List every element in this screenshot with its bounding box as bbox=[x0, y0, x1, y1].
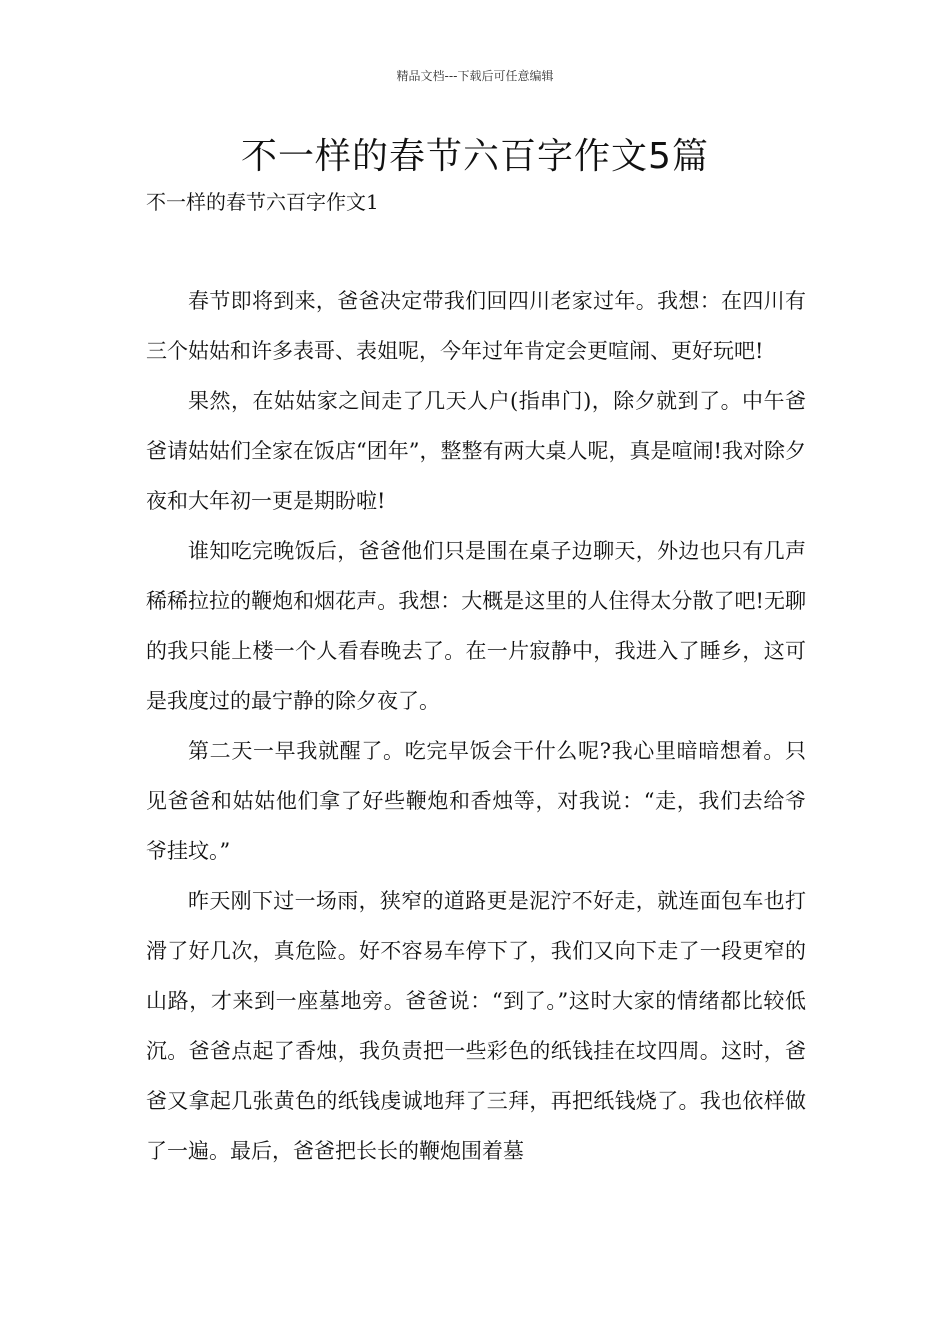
header-note: 精品文档---下载后可任意编辑 bbox=[396, 69, 554, 83]
paragraph-5: 昨天刚下过一场雨，狭窄的道路更是泥泞不好走，就连面包车也打滑了好几次，真危险。好不容易车停下了，我们又向下走了一段更窄的山路，才来到一座墓地旁。爸爸说：“到了。”这时大家的情绪都比较低沉。爸爸点起了香烛，我负责把一些彩色的纸钱挂在坟四周。这时，爸爸又拿起几张黄色的纸钱虔诚地拜了三拜，再把纸钱烧了。我也依样做了一遍。最后，爸爸把长长的鞭炮围着墓 bbox=[146, 889, 806, 1163]
essay-subtitle: 不一样的春节六百字作文1 bbox=[146, 190, 379, 214]
essay-body bbox=[146, 276, 806, 1176]
paragraph-2: 果然，在姑姑家之间走了几天人户(指串门)，除夕就到了。中午爸爸请姑姑们全家在饭店“团年”，整整有两大桌人呢，真是喧闹!我对除夕夜和大年初一更是期盼啦! bbox=[146, 389, 806, 513]
document-title: 不一样的春节六百字作文5篇 bbox=[241, 136, 709, 177]
paragraph-4: 第二天一早我就醒了。吃完早饭会干什么呢?我心里暗暗想着。只见爸爸和姑姑他们拿了好些鞭炮和香烛等，对我说：“走，我们去给爷爷挂坟。” bbox=[146, 739, 806, 863]
paragraph-3: 谁知吃完晚饭后，爸爸他们只是围在桌子边聊天，外边也只有几声稀稀拉拉的鞭炮和烟花声。我想：大概是这里的人住得太分散了吧!无聊的我只能上楼一个人看春晚去了。在一片寂静中，我进入了睡乡，这可是我度过的最宁静的除夕夜了。 bbox=[146, 539, 806, 713]
paragraph-1: 春节即将到来，爸爸决定带我们回四川老家过年。我想：在四川有三个姑姑和许多表哥、表姐呢，今年过年肯定会更喧闹、更好玩吧! bbox=[146, 289, 806, 363]
